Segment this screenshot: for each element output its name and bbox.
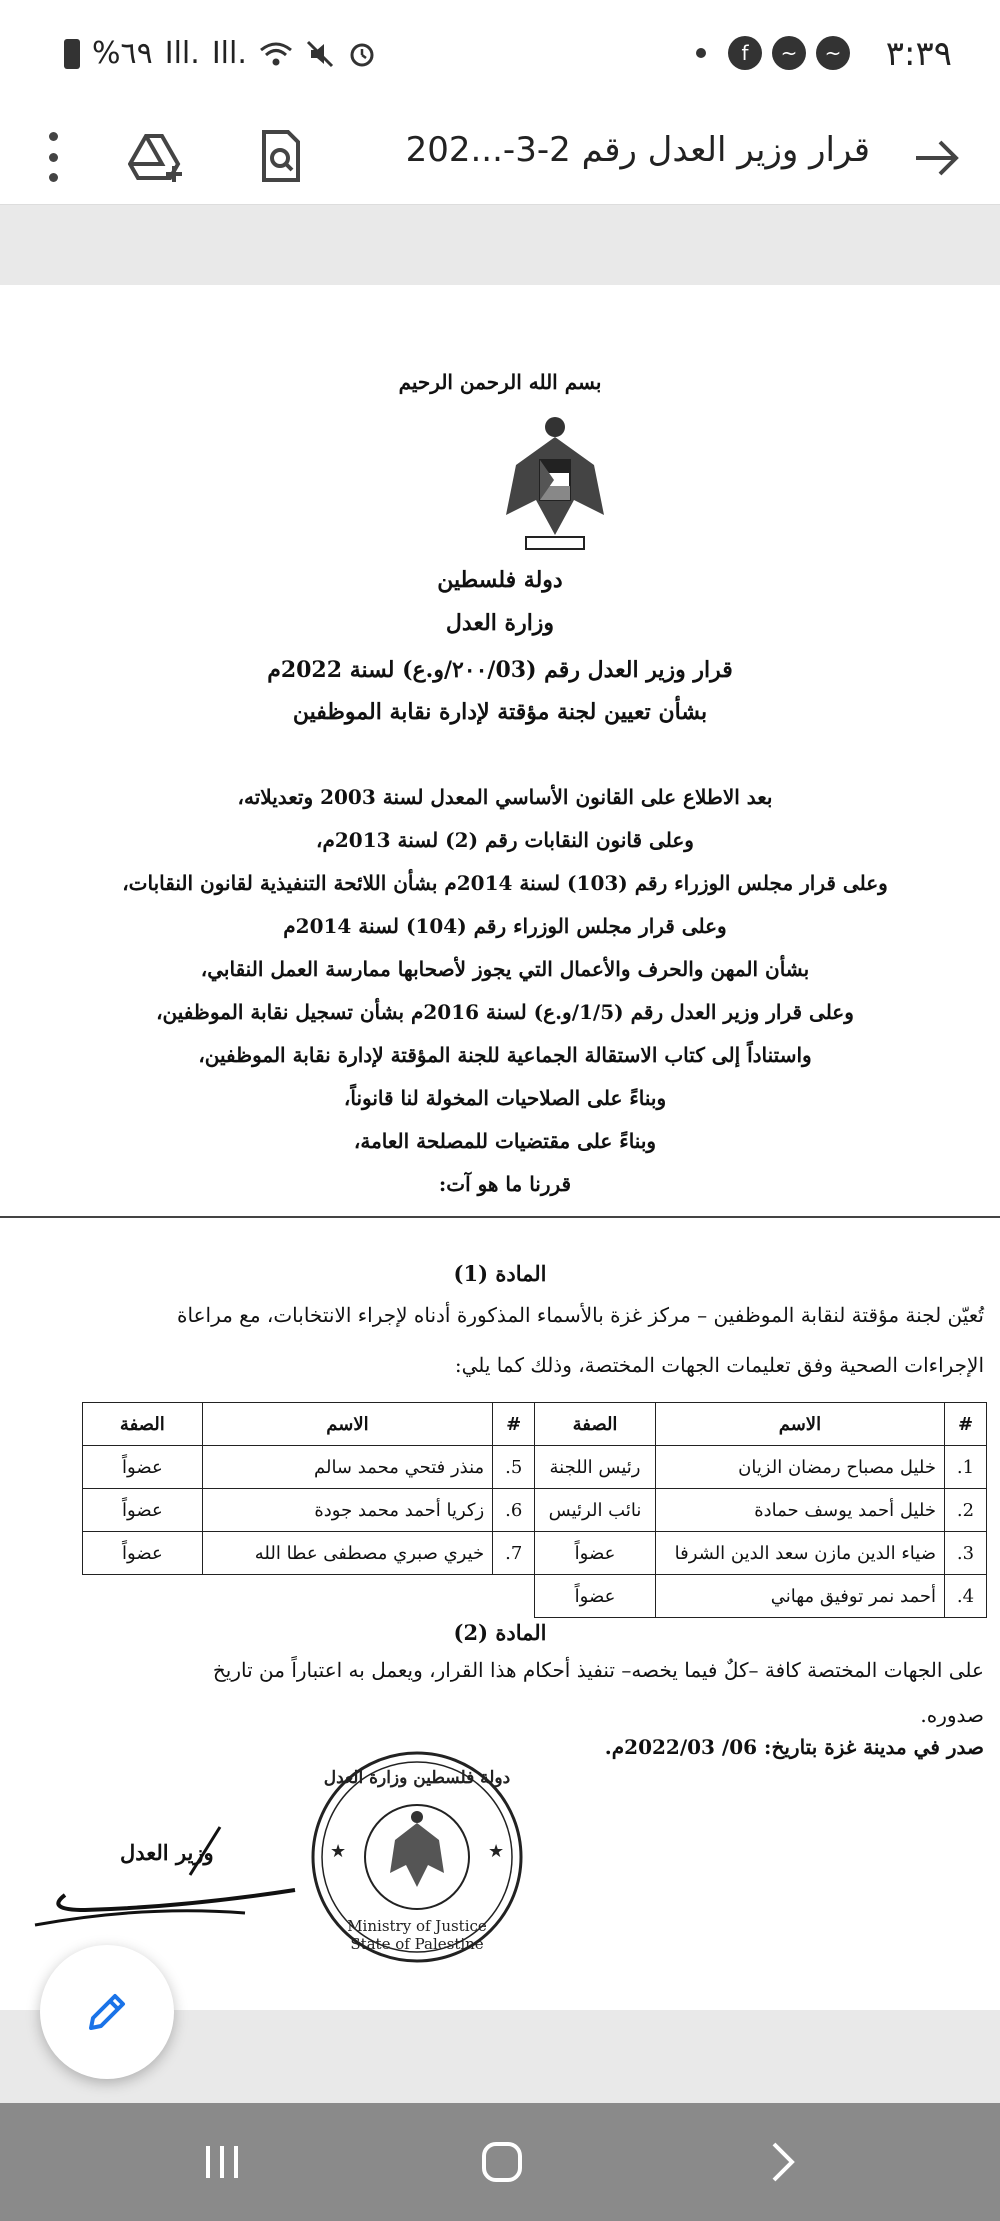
document-page[interactable] (0, 285, 1000, 2010)
table-cell: عضواً (535, 1532, 656, 1575)
table-cell: 5. (493, 1446, 535, 1489)
ministry-stamp (300, 1745, 535, 1965)
article-2-text-2: صدوره. (920, 1703, 984, 1727)
table-cell-empty (493, 1575, 535, 1618)
edit-pencil-icon (83, 1988, 131, 2036)
battery-level: %٦٩ (92, 36, 153, 71)
table-cell-empty (83, 1575, 203, 1618)
preamble-line: بعد الاطلاع على القانون الأساسي المعدل لسنة 2003 وتعديلاته، (237, 785, 773, 809)
table-row (83, 1446, 987, 1489)
signal-icon-2: Ill. (211, 36, 247, 71)
recent-apps-icon (200, 2142, 244, 2182)
table-header: # (945, 1403, 987, 1446)
table-row (83, 1489, 987, 1532)
system-nav-bar (0, 2103, 1000, 2221)
preamble-line: وبناءً على مقتضيات للمصلحة العامة، (353, 1129, 657, 1153)
table-cell: 2. (945, 1489, 987, 1532)
top-toolbar (0, 112, 1000, 205)
table-cell: نائب الرئيس (535, 1489, 656, 1532)
preamble-line: قررنا ما هو آت: (438, 1172, 572, 1196)
status-left-icons (64, 36, 377, 71)
facebook-icon: f (728, 36, 762, 70)
arrow-icon[interactable] (908, 130, 964, 186)
preamble-line: وعلى قرار وزير العدل رقم (1/5/و.ع) لسنة 2016م بشأن تسجيل نقابة الموظفين، (156, 1000, 854, 1024)
decision-title: قرار وزير العدل رقم (٢٠٠/03/و.ع) لسنة 2022م (267, 657, 733, 683)
stamp-text-bottom-2: State of Palestine (350, 1935, 484, 1953)
article-1-text-2: الإجراءات الصحية وفق تعليمات الجهات المختصة، وذلك كما يلي: (454, 1353, 984, 1377)
table-header: الاسم (202, 1403, 492, 1446)
document-title: قرار وزير العدل رقم 2-3-...202 (405, 130, 870, 170)
find-in-page-icon[interactable] (250, 126, 310, 186)
preamble-line: بشأن المهن والحرف والأعمال التي يجوز لأصحابها ممارسة العمل النقابي، (200, 957, 810, 981)
table-cell: عضواً (83, 1489, 203, 1532)
chevron-right-icon (762, 2140, 802, 2184)
preamble-line: وبناءً على الصلاحيات المخولة لنا قانوناً، (343, 1086, 667, 1110)
edit-button[interactable] (40, 1945, 174, 2079)
divider (0, 1216, 1000, 1218)
messenger-icon-2: ~ (816, 36, 850, 70)
svg-text:★: ★ (330, 1841, 347, 1862)
table-header: الصفة (83, 1403, 203, 1446)
article-2-title: المادة (2) (453, 1620, 547, 1645)
table-cell: عضواً (83, 1446, 203, 1489)
preamble-line: وعلى قرار مجلس الوزراء رقم (104) لسنة 2014م (283, 914, 727, 938)
table-cell: خيري صبري مصطفى عطا الله (202, 1532, 492, 1575)
wifi-icon (259, 40, 293, 68)
table-cell: خليل أحمد يوسف حمادة (655, 1489, 944, 1532)
decision-subject: بشأن تعيين لجنة مؤقتة لإدارة نقابة الموظفين (292, 699, 708, 725)
table-cell: ضياء الدين مازن سعد الدين الشرفا (655, 1532, 944, 1575)
table-cell-empty (202, 1575, 492, 1618)
table-cell: أحمد نمر توفيق مهاني (655, 1575, 944, 1618)
table-cell: خليل مصباح رمضان الزيان (655, 1446, 944, 1489)
stamp-text-bottom: Ministry of Justice (347, 1917, 487, 1935)
table-cell: عضواً (83, 1532, 203, 1575)
home-button[interactable] (472, 2139, 532, 2185)
alarm-icon (347, 39, 377, 69)
notification-icons (696, 36, 850, 70)
home-icon (479, 2139, 525, 2185)
signal-icon: Ill. (164, 36, 200, 71)
table-header: # (493, 1403, 535, 1446)
preamble-line: وعلى قانون النقابات رقم (2) لسنة 2013م، (316, 828, 694, 852)
dot-icon (696, 48, 706, 58)
table-row (83, 1575, 987, 1618)
table-cell: 1. (945, 1446, 987, 1489)
table-cell: منذر فتحي محمد سالم (202, 1446, 492, 1489)
drive-add-icon[interactable] (128, 126, 188, 186)
basmala: بسم الله الرحمن الرحيم (398, 370, 602, 394)
table-header-row (83, 1403, 987, 1446)
issued-date: صدر في مدينة غزة بتاريخ: 06/ 2022/03م. (604, 1735, 984, 1759)
table-cell: 3. (945, 1532, 987, 1575)
status-bar (0, 0, 1000, 112)
ministry-name: وزارة العدل (445, 610, 555, 636)
mute-icon (305, 39, 335, 69)
back-button[interactable] (752, 2139, 812, 2185)
table-cell: 6. (493, 1489, 535, 1532)
messenger-icon: ~ (772, 36, 806, 70)
svg-text:★: ★ (488, 1841, 505, 1862)
battery-icon (64, 39, 80, 69)
table-row (83, 1532, 987, 1575)
minister-title: وزير العدل (120, 1840, 214, 1865)
members-table (82, 1402, 987, 1618)
preamble-line: واستناداً إلى كتاب الاستقالة الجماعية للجنة المؤقتة لإدارة نقابة الموظفين، (198, 1043, 812, 1067)
table-cell: زكريا أحمد محمد جودة (202, 1489, 492, 1532)
article-1-text: تُعيّن لجنة مؤقتة لنقابة الموظفين – مركز غزة بالأسماء المذكورة أدناه لإجراء الانتخابات، مع مراعاة (177, 1303, 984, 1327)
status-time: ٣:٣٩ (885, 34, 952, 74)
recent-apps-button[interactable] (192, 2139, 252, 2185)
article-2-text: على الجهات المختصة كافة –كلٌ فيما يخصه– تنفيذ أحكام هذا القرار، ويعمل به اعتباراً من تاريخ (212, 1658, 984, 1682)
article-1-title: المادة (1) (453, 1261, 547, 1286)
stamp-text-top: دولة فلسطين وزارة العدل (323, 1768, 511, 1788)
palestine-eagle-emblem (496, 405, 614, 555)
table-cell: رئيس اللجنة (535, 1446, 656, 1489)
more-vert-icon[interactable] (38, 132, 68, 182)
table-cell: عضواً (535, 1575, 656, 1618)
table-header: الصفة (535, 1403, 656, 1446)
table-cell: 7. (493, 1532, 535, 1575)
preamble-line: وعلى قرار مجلس الوزراء رقم (103) لسنة 2014م بشأن اللائحة التنفيذية لقانون النقابات، (122, 871, 888, 895)
table-cell: 4. (945, 1575, 987, 1618)
table-header: الاسم (655, 1403, 944, 1446)
state-name: دولة فلسطين (437, 567, 563, 593)
